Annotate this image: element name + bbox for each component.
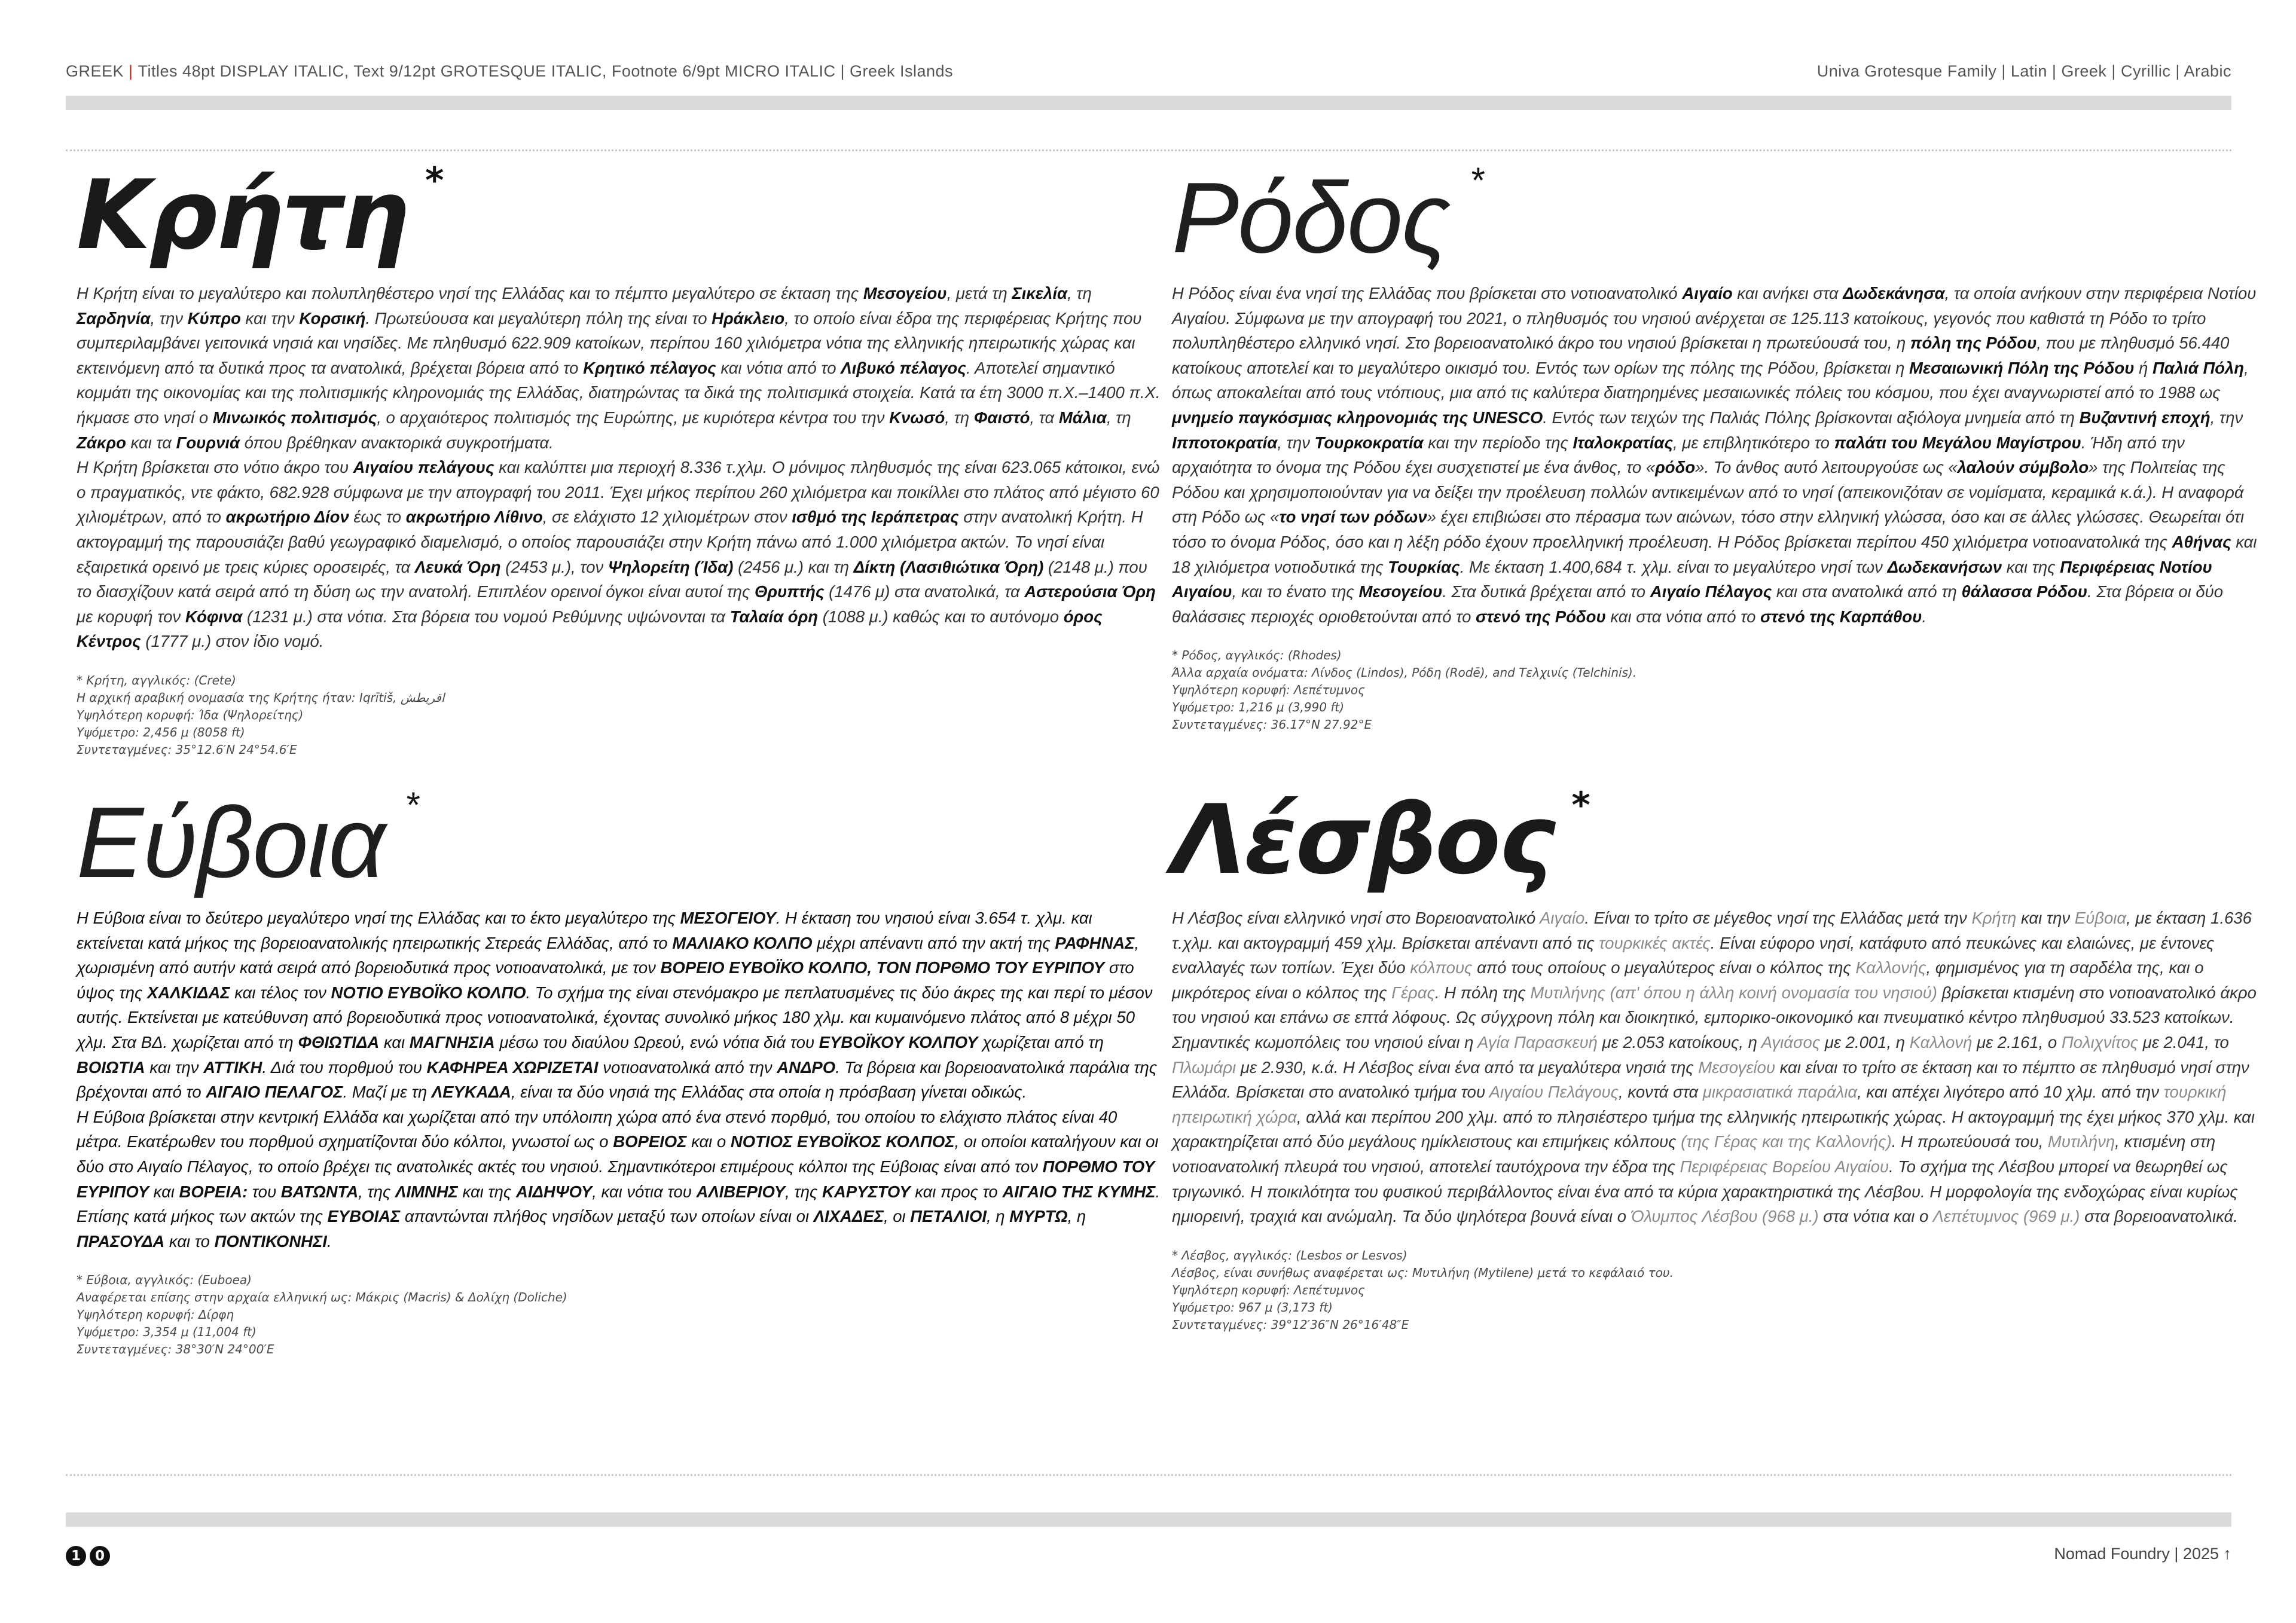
page-digit: 1 — [66, 1546, 86, 1566]
asterisk-icon: * — [1571, 784, 1589, 826]
section-title: Λέσβος * — [1172, 784, 1589, 895]
footer-credit: Nomad Foundry | 2025 ↑ — [2054, 1545, 2231, 1563]
header-topic: Greek Islands — [849, 62, 954, 80]
footnote: * Κρήτη, αγγλικός: (Crete) Η αρχική αραβική ονομασία της Κρήτης ήταν: Iqrītiš, اقريطش Υψηλότερη κορυφή: Ίδα (Ψηλορείτης) Υψόμετρο: 2,456 μ (8058 ft) Συντεταγμένες: 35°12.6′N 24°54.6′E — [77, 673, 445, 757]
page-digit: 0 — [90, 1546, 110, 1566]
header-scripts: Latin | Greek | Cyrillic | Arabic — [2010, 62, 2231, 80]
asterisk-icon: * — [406, 785, 419, 825]
section-euboea — [77, 785, 1162, 1358]
header-spec: Titles 48pt DISPLAY ITALIC, Text 9/12pt GROTESQUE ITALIC, Footnote 6/9pt MICRO ITALIC — [138, 62, 836, 80]
header-family: Univa Grotesque Family — [1816, 62, 1997, 80]
top-rule-band — [66, 96, 2231, 110]
section-rhodes — [1172, 160, 2257, 733]
asterisk-icon: * — [1471, 160, 1484, 200]
footnote: * Εύβοια, αγγλικός: (Euboea) Αναφέρεται επίσης στην αρχαία ελληνική ως: Μάκρις (Macris) & Δολίχη (Doliche) Υψηλότερη κορυφή: Δίρφη Υψόμετρο: 3,354 μ (11,004 ft) Συντεταγμένες: 38°30′N 24°00′E — [77, 1273, 567, 1357]
body-text: Η Κρήτη είναι το μεγαλύτερο και πολυπληθέστερο νησί της Ελλάδας και το πέμπτο μεγαλύτερο σε έκταση της Μεσογείου, μετά τη Σικελία, τη Σαρδηνία, την Κύπρο και την Κορσική. Πρωτεύουσα και μεγαλύτερη πόλη της είναι το Ηράκλειο, το οποίο είναι έδρα της περιφέρειας Κρήτης που συμπεριλαμβάνει γειτονικά νησιά και νησίδες. Με πληθυσμό 622.909 κατοίκων, περίπου 160 χιλιόμετρα νότια της ελληνικής ηπειρωτικής χώρας και εκτεινόμενη από τα δυτικά προς τα ανατολικά, βρέχεται βόρεια από το Κρητικό πέλαγος και νότια από το Λιβυκό πέλαγος. Αποτελεί σημαντικό κομμάτι της οικονομίας και της πολιτισμικής κληρονομιάς της Ελλάδας, διατηρώντας τα δικά της πολιτισμικά στοιχεία. Κατά τα έτη 3000 π.Χ.–1400 π.Χ. ήκμασε στο νησί ο Μινωικός πολιτισμός, ο αρχαιότερος πολιτισμός της Ευρώπης, με κυριότερα κέντρα του την Κνωσό, τη Φαιστό, τα Μάλια, τη Ζάκρο και τα Γουρνιά όπου βρέθηκαν ανακτορικά συγκροτήματα. Η Κρήτη βρίσκεται στο νότιο άκρο του Αιγαίου πελάγους και καλύπτει μια περιοχή 8.336 τ.χλμ. Ο μόνιμος πληθυσμός της είναι 623.065 κάτοικοι, ενώ ο πραγματικός, ντε φάκτο, 682.928 σύμφωνα με την απογραφή του 2011. Έχει μήκος περίπου 260 χιλιόμετρα και ποικίλλει στο πλάτος από μέγιστο 60 χιλιομέτρων, από το ακρωτήριο Δίον έως το ακρωτήριο Λίθινο, σε ελάχιστο 12 χιλιομέτρων στον ισθμό της Ιεράπετρας στην ανατολική Κρήτη. Η ακτογραμμή της παρουσιάζει βαθύ γεωγραφικό διαμελισμό, ο οποίος παρουσιάζει στην Κρήτη πάνω από 1.000 χιλιόμετρα ακτών. Το νησί είναι εξαιρετικά ορεινό με τρεις κύριες οροσειρές, τα Λευκά Όρη (2453 μ.), τον Ψηλορείτη (Ίδα) (2456 μ.) και τη Δίκτη (Λασιθιώτικα Όρη) (2148 μ.) που το διασχίζουν κατά σειρά από τη δύση ως την ανατολή. Επιπλέον ορεινοί όγκοι είναι αυτοί της Θρυπτής (1476 μ) στα ανατολικά, τα Αστερούσια Όρη με κορυφή τον Κόφινα (1231 μ.) στα νότια. Στα βόρεια του νομού Ρεθύμνης υψώνονται τα Ταλαία όρη (1088 μ.) καθώς και το αυτόνομο όρος Κέντρος (1777 μ.) στον ίδιο νομό. — [77, 284, 1161, 651]
header-language: GREEK — [66, 62, 124, 80]
body-text: Η Λέσβος είναι ελληνικό νησί στο Βορειοανατολικό Αιγαίο. Είναι το τρίτο σε μέγεθος νησί της Ελλάδας μετά την Κρήτη και την Εύβοια, με έκταση 1.636 τ.χλμ. και ακτογραμμή 459 χλμ. Βρίσκεται απέναντι από τις τουρκικές ακτές. Είναι εύφορο νησί, κατάφυτο από πευκώνες και ελαιώνες, με έντονες εναλλαγές των τοπίων. Έχει δύο κόλπους από τους οποίους ο μεγαλύτερος είναι ο κόλπος της Καλλονής, φημισμένος για τη σαρδέλα της, και ο μικρότερος είναι ο κόλπος της Γέρας. Η πόλη της Μυτιλήνης (απ' όπου η άλλη κοινή ονομασία του νησιού) βρίσκεται κτισμένη στο νοτιοανατολικό άκρο του νησιού και επάνω σε επτά λόφους. Ως σύγχρονη πόλη και διοικητικό, εμπορικο-οικονομικό και πνευματικό κέντρο πληθυσμού 33.523 κατοίκων. Σημαντικές κωμοπόλεις του νησιού είναι η Αγία Παρασκευή με 2.053 κατοίκους, η Αγιάσος με 2.001, η Καλλονή με 2.161, ο Πολιχνίτος με 2.041, το Πλωμάρι με 2.930, κ.ά. Η Λέσβος είναι ένα από τα μεγαλύτερα νησιά της Μεσογείου και είναι το τρίτο σε έκταση και το πέμπτο σε πληθυσμό νησί στην Ελλάδα. Βρίσκεται στο ανατολικό τμήμα του Αιγαίου Πελάγους, κοντά στα μικρασιατικά παράλια, και απέχει λιγότερο από 10 χλμ. από την τουρκική ηπειρωτική χώρα, αλλά και περίπου 200 χλμ. από το πλησιέστερο τμήμα της ελληνικής ηπειρωτικής χώρας. Η ακτογραμμή της έχει μήκος 370 χλμ. και χαρακτηρίζεται από δύο μεγάλους ημίκλειστους και επιμήκεις κόλπους (της Γέρας και της Καλλονής). Η πρωτεύουσά του, Μυτιλήνη, κτισμένη στη νοτιοανατολική πλευρά του νησιού, αποτελεί ταυτόχρονα την έδρα της Περιφέρειας Βορείου Αιγαίου. Το σχήμα της Λέσβου μπορεί να θεωρηθεί ως τριγωνικό. Η ποικιλότητα του φυσικού περιβάλλοντος είναι ένα από τα κύρια χαρακτηριστικά της Λέσβου. Η μορφολογία της ενδοχώρας είναι κυρίως ημιορεινή, τραχιά και ανώμαλη. Τα δύο ψηλότερα βουνά είναι ο Όλυμπος Λέσβου (968 μ.) στα νότια και ο Λεπέτυμνος (969 μ.) στα βορειοανατολικά. — [1172, 909, 2257, 1226]
section-title: Εύβοια * — [77, 785, 419, 898]
bottom-dotted-divider — [66, 1474, 2231, 1476]
section-lesbos — [1172, 784, 2257, 1334]
page-number — [66, 1546, 110, 1566]
section-title: Ρόδος * — [1172, 160, 1484, 274]
top-dotted-divider — [66, 149, 2231, 151]
header-left: GREEK | Titles 48pt DISPLAY ITALIC, Text 9/12pt GROTESQUE ITALIC, Footnote 6/9pt MICRO ITALIC | Greek Islands — [66, 62, 954, 80]
footnote: * Ρόδος, αγγλικός: (Rhodes) Άλλα αρχαία ονόματα: Λίνδος (Lindos), Ρόδη (Rodē), and Τελχινίς (Telchinis). Υψηλότερη κορυφή: Λεπέτυμνος Υψόμετρο: 1,216 μ (3,990 ft) Συντεταγμένες: 36.17°N 27.92°E — [1172, 648, 1637, 732]
section-title: Κρήτη * — [77, 159, 442, 271]
body-text: Η Εύβοια είναι το δεύτερο μεγαλύτερο νησί της Ελλάδας και το έκτο μεγαλύτερο της ΜΕΣΟΓΕΙΟΥ. Η έκταση του νησιού είναι 3.654 τ. χλμ. και εκτείνεται κατά μήκος της βορειοανατολικής ηπειρωτικής Στερεάς Ελλάδας, από το ΜΑΛΙΑΚΟ ΚΟΛΠΟ μέχρι απέναντι από την ακτή της ΡΑΦΗΝΑΣ, χωρισμένη από αυτήν κατά σειρά από βορειοδυτικά προς νοτιοανατολικά, με τον ΒΟΡΕΙΟ ΕΥΒΟΪΚΟ ΚΟΛΠΟ, ΤΟΝ ΠΟΡΘΜΟ ΤΟΥ ΕΥΡΙΠΟΥ στο ύψος της ΧΑΛΚΙΔΑΣ και τέλος τον ΝΟΤΙΟ ΕΥΒΟΪΚΟ ΚΟΛΠΟ. Το σχήμα της είναι στενόμακρο με πεπλατυσμένες τις δύο άκρες της και περί το μέσον αυτής. Εκτείνεται με κατεύθυνση από βορειοδυτικά προς νοτιοανατολικά, έχοντας συνολικό μήκος 180 χλμ. και κυμαινόμενο πλάτος από 8 μέχρι 50 χλμ. Στα ΒΔ. χωρίζεται από τη ΦΘΙΩΤΙΔΑ και ΜΑΓΝΗΣΙΑ μέσω του διαύλου Ωρεού, ενώ νότια διά του ΕΥΒΟΪΚΟΥ ΚΟΛΠΟΥ χωρίζεται από τη ΒΟΙΩΤΙΑ και την ΑΤΤΙΚΗ. Διά του πορθμού του ΚΑΦΗΡΕΑ ΧΩΡΙΖΕΤΑΙ νοτιοανατολικά από την ΑΝΔΡΟ. Τα βόρεια και βορειοανατολικά παράλια της βρέχονται από το ΑΙΓΑΙΟ ΠΕΛΑΓΟΣ. Μαζί με τη ΛΕΥΚΑΔΑ, είναι τα δύο νησιά της Ελλάδας στα οποία η πρόσβαση γίνεται οδικώς. Η Εύβοια βρίσκεται στην κεντρική Ελλάδα και χωρίζεται από την υπόλοιπη χώρα από ένα στενό πορθμό, του οποίου το ελάχιστο πλάτος είναι 40 μέτρα. Εκατέρωθεν του πορθμού σχηματίζονται δύο κόλποι, γνωστοί ως ο ΒΟΡΕΙΟΣ και ο ΝΟΤΙΟΣ ΕΥΒΟΪΚΟΣ ΚΟΛΠΟΣ, οι οποίοι καταλήγουν και οι δύο στο Αιγαίο Πέλαγος, το οποίο βρέχει τις ανατολικές ακτές του νησιού. Σημαντικότεροι επιμέρους κόλποι της Εύβοιας είναι από τον ΠΟΡΘΜΟ ΤΟΥ ΕΥΡΙΠΟΥ και ΒΟΡΕΙΑ: του ΒΑΤΩΝΤΑ, της ΛΙΜΝΗΣ και της ΑΙΔΗΨΟΥ, και νότια του ΑΛΙΒΕΡΙΟΥ, της ΚΑΡΥΣΤΟΥ και προς το ΑΙΓΑΙΟ ΤΗΣ ΚΥΜΗΣ. Επίσης κατά μήκος των ακτών της ΕΥΒΟΙΑΣ απαντώνται πλήθος νησίδων μεταξύ των οποίων είναι οι ΛΙΧΑΔΕΣ, οι ΠΕΤΑΛΙΟΙ, η ΜΥΡΤΩ, η ΠΡΑΣΟΥΔΑ και το ΠΟΝΤΙΚΟΝΗΣΙ. — [77, 909, 1161, 1251]
body-text: Η Ρόδος είναι ένα νησί της Ελλάδας που βρίσκεται στο νοτιοανατολικό Αιγαίο και ανήκει στα Δωδεκάνησα, τα οποία ανήκουν στην περιφέρεια Νοτίου Αιγαίου. Σύμφωνα με την απογραφή του 2021, ο πληθυσμός του νησιού ανέρχεται σε 125.113 κατοίκους, γεγονός που καθιστά τη Ρόδο το τρίτο πολυπληθέστερο ελληνικό νησί. Στο βορειοανατολικό άκρο του νησιού βρίσκεται η πρωτεύουσά του, η πόλη της Ρόδου, που με πληθυσμό 56.440 κατοίκους αποτελεί και το μεγαλύτερο οικισμό του. Εντός των ορίων της πόλης της Ρόδου, βρίσκεται η Μεσαιωνική Πόλη της Ρόδου ή Παλιά Πόλη, όπως αποκαλείται από τους ντόπιους, μια από τις καλύτερα διατηρημένες μεσαιωνικές πόλεις του κόσμου, που έχει αναγνωριστεί από το 1988 ως μνημείο παγκόσμιας κληρονομιάς της UNESCO. Εντός των τειχών της Παλιάς Πόλης βρίσκονται αξιόλογα μνημεία από τη Βυζαντινή εποχή, την Ιπποτοκρατία, την Τουρκοκρατία και την περίοδο της Ιταλοκρατίας, με επιβλητικότερο το παλάτι του Μεγάλου Μαγίστρου. Ήδη από την αρχαιότητα το όνομα της Ρόδου έχει συσχετιστεί με ένα άνθος, το «ρόδο». Το άνθος αυτό λειτουργούσε ως «λαλούν σύμβολο» της Πολιτείας της Ρόδου και χρησιμοποιούνταν για να δείξει την προέλευση πολλών αντικειμένων από το νησί (απεικονιζόταν σε νομίσματα, κεραμικά κ.ά.). Η αναφορά στη Ρόδο ως «το νησί των ρόδων» έχει επιβιώσει στο πέρασμα των αιώνων, τόσο στην ελληνική γλώσσα, όσο και σε άλλες γλώσσες. Θεωρείται ότι τόσο το όνομα Ρόδος, όσο και η λέξη ρόδο έχουν προελληνική προέλευση. Η Ρόδος βρίσκεται περίπου 450 χιλιόμετρα νοτιοανατολικά της Αθήνας και 18 χιλιόμετρα νοτιοδυτικά της Τουρκίας. Με έκταση 1.400,684 τ. χλμ. είναι το μεγαλύτερο νησί των Δωδεκανήσων και της Περιφέρειας Νοτίου Αιγαίου, και το ένατο της Μεσογείου. Στα δυτικά βρέχεται από το Αιγαίο Πέλαγος και στα ανατολικά από τη θάλασσα Ρόδου. Στα βόρεια οι δύο θαλάσσιες περιοχές οριοθετούνται από το στενό της Ρόδου και στα νότια από το στενό της Καρπάθου. — [1172, 284, 2257, 626]
bottom-rule-band — [66, 1512, 2231, 1527]
footnote: * Λέσβος, αγγλικός: (Lesbos or Lesvos) Λέσβος, είναι συνήθως αναφέρεται ως: Μυτιλήνη (Mytilene) μετά το κεφάλαιό του. Υψηλότερη κορυφή: Λεπέτυμνος Υψόμετρο: 967 μ (3,173 ft) Συντεταγμένες: 39°12′36″N 26°16′48″E — [1172, 1248, 1674, 1332]
header-right: Univa Grotesque Family | Latin | Greek | Cyrillic | Arabic — [1816, 62, 2231, 80]
section-crete — [77, 159, 1162, 759]
asterisk-icon: * — [425, 160, 442, 201]
